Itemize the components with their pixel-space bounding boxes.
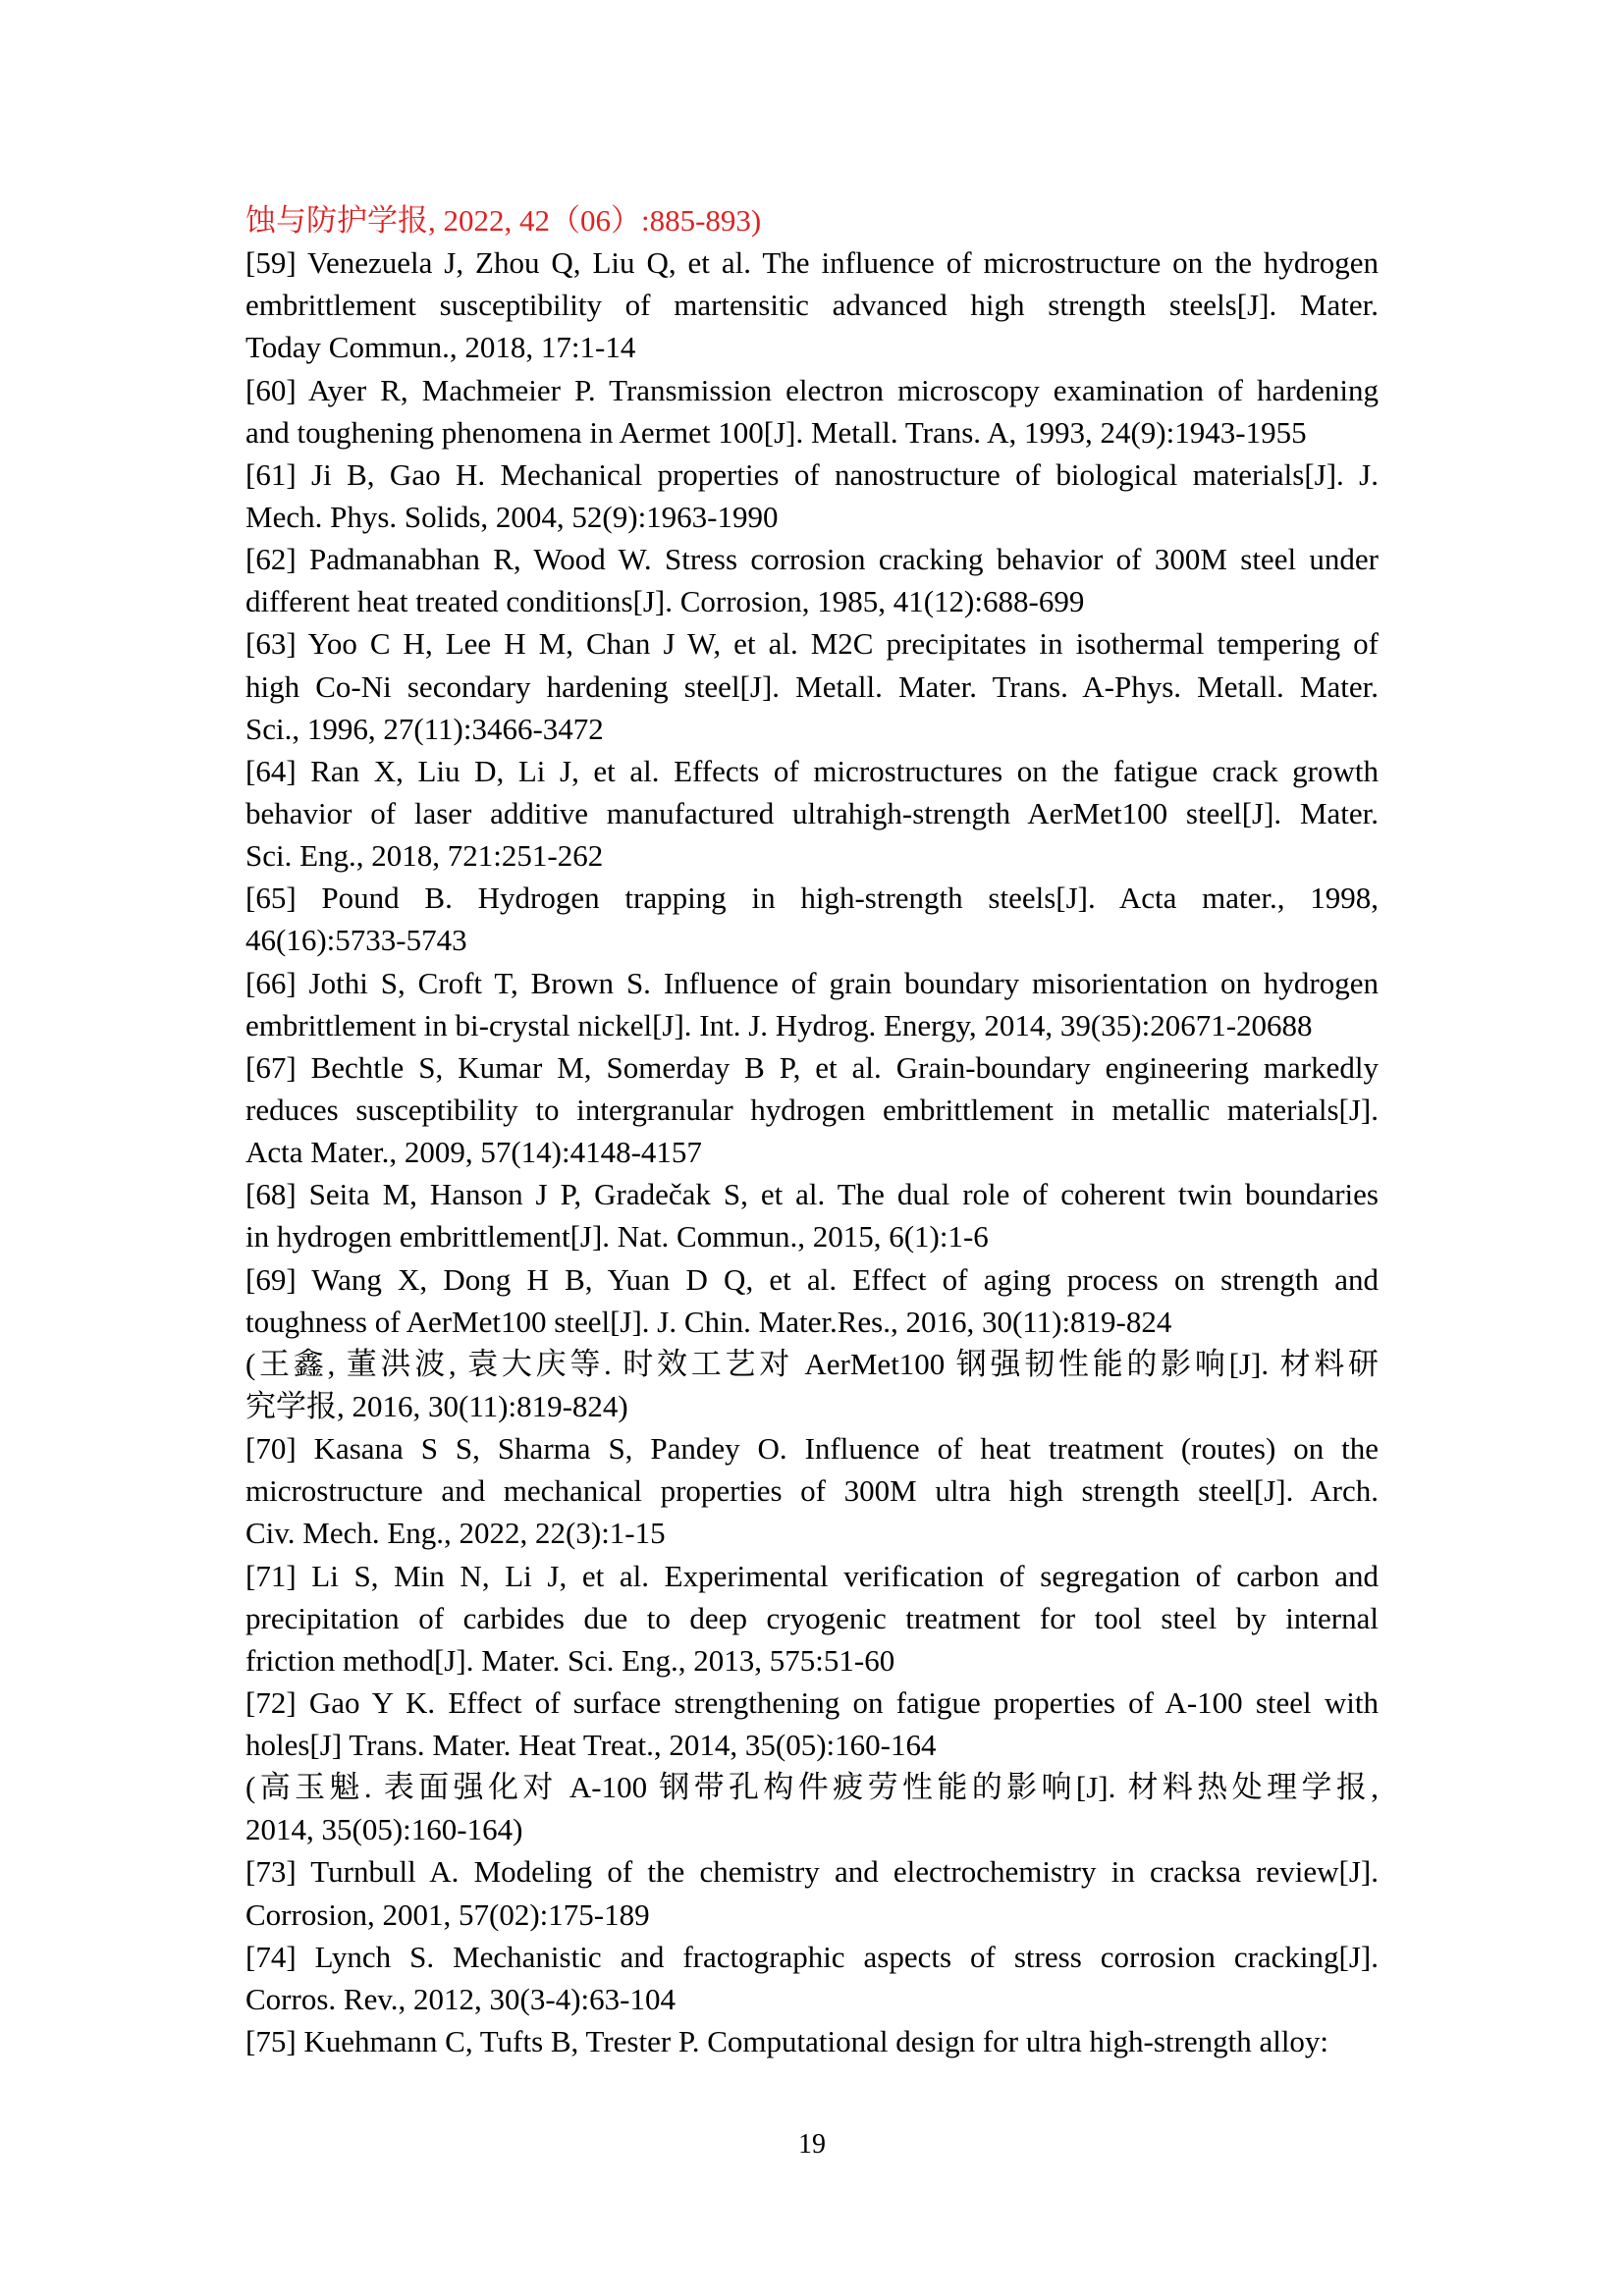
reference-line: [61] Ji B, Gao H. Mechanical properties of nanostructure of biological materials[J]. J.	[245, 456, 1379, 492]
reference-entry	[245, 962, 1379, 1046]
reference-entry	[245, 241, 1379, 368]
reference-line: [67] Bechtle S, Kumar M, Somerday B P, et al. Grain-boundary engineering markedly	[245, 1049, 1379, 1085]
reference-line: Acta Mater., 2009, 57(14):4148-4157	[245, 1135, 702, 1170]
reference-line: holes[J] Trans. Mater. Heat Treat., 2014, 35(05):160-164	[245, 1728, 937, 1763]
reference-entry	[245, 2020, 1379, 2062]
reference-line: Civ. Mech. Eng., 2022, 22(3):1-15	[245, 1516, 666, 1551]
reference-line: [66] Jothi S, Croft T, Brown S. Influence of grain boundary misorientation on hydrogen	[245, 965, 1379, 1000]
reference-entry	[245, 1046, 1379, 1173]
reference-line: [62] Padmanabhan R, Wood W. Stress corrosion cracking behavior of 300M steel under	[245, 542, 1379, 577]
reference-line: and toughening phenomena in Aermet 100[J]. Metall. Trans. A, 1993, 24(9):1943-1955	[245, 414, 1307, 450]
reference-entry	[245, 1343, 1379, 1427]
reference-line: [74] Lynch S. Mechanistic and fractographic aspects of stress corrosion cracking[J].	[245, 1939, 1379, 1974]
reference-entry	[245, 1555, 1379, 1682]
reference-entry	[245, 622, 1379, 749]
reference-line: [59] Venezuela J, Zhou Q, Liu Q, et al. The influence of microstructure on the hydrogen	[245, 245, 1379, 281]
reference-entry	[245, 369, 1379, 454]
reference-line: [70] Kasana S S, Sharma S, Pandey O. Influence of heat treatment (routes) on the	[245, 1431, 1379, 1467]
reference-line: [68] Seita M, Hanson J P, Gradečak S, et al. The dual role of coherent twin boundaries	[245, 1177, 1379, 1212]
reference-entry	[245, 750, 1379, 877]
reference-line: embrittlement in bi-crystal nickel[J]. Int. J. Hydrog. Energy, 2014, 39(35):20671-20688	[245, 1007, 1313, 1042]
reference-line: precipitation of carbides due to deep cryogenic treatment for tool steel by internal	[245, 1600, 1379, 1635]
reference-line: [63] Yoo C H, Lee H M, Chan J W, et al. M2C precipitates in isothermal tempering of	[245, 626, 1379, 662]
reference-entry	[245, 1682, 1379, 1766]
reference-line: [60] Ayer R, Machmeier P. Transmission electron microscopy examination of hardening	[245, 372, 1379, 407]
reference-line: [64] Ran X, Liu D, Li J, et al. Effects of microstructures on the fatigue crack growth	[245, 753, 1379, 788]
reference-line: behavior of laser additive manufactured ultrahigh-strength AerMet100 steel[J]. Mater.	[245, 795, 1379, 830]
reference-line: embrittlement susceptibility of martensitic advanced high strength steels[J]. Mater.	[245, 288, 1379, 323]
reference-line: high Co-Ni secondary hardening steel[J]. Metall. Mater. Trans. A-Phys. Metall. Mater.	[245, 668, 1379, 704]
reference-entry	[245, 877, 1379, 961]
reference-line: Sci., 1996, 27(11):3466-3472	[245, 711, 604, 746]
references-section	[245, 199, 1379, 2062]
reference-entry	[245, 1850, 1379, 1935]
journal-citation-continuation: 蚀与防护学报, 2022, 42（06）:885-893)	[245, 203, 762, 238]
reference-line: Mech. Phys. Solids, 2004, 52(9):1963-1990	[245, 499, 779, 534]
reference-line: (高玉魁. 表面强化对 A-100 钢带孔构件疲劳性能的影响[J]. 材料热处理学报,	[245, 1770, 1379, 1805]
reference-entry	[245, 1258, 1379, 1343]
reference-line: Corros. Rev., 2012, 30(3-4):63-104	[245, 1981, 676, 2016]
reference-line: in hydrogen embrittlement[J]. Nat. Commun., 2015, 6(1):1-6	[245, 1219, 989, 1255]
reference-line: [73] Turnbull A. Modeling of the chemistry and electrochemistry in cracksa review[J].	[245, 1854, 1379, 1890]
reference-line: Sci. Eng., 2018, 721:251-262	[245, 838, 604, 874]
reference-entry	[245, 1766, 1379, 1850]
reference-entry	[245, 538, 1379, 622]
reference-line: [75] Kuehmann C, Tufts B, Trester P. Computational design for ultra high-strength alloy:	[245, 2024, 1329, 2059]
reference-line: 46(16):5733-5743	[245, 923, 467, 958]
reference-line: different heat treated conditions[J]. Corrosion, 1985, 41(12):688-699	[245, 584, 1085, 619]
reference-entry	[245, 1173, 1379, 1257]
reference-line: [65] Pound B. Hydrogen trapping in high-strength steels[J]. Acta mater., 1998,	[245, 881, 1379, 916]
reference-line: 2014, 35(05):160-164)	[245, 1812, 523, 1847]
reference-line: reduces susceptibility to intergranular hydrogen embrittlement in metallic materials[J].	[245, 1092, 1379, 1127]
reference-line: Today Commun., 2018, 17:1-14	[245, 330, 636, 365]
references-list	[245, 241, 1379, 2062]
reference-entry	[245, 1936, 1379, 2020]
reference-entry	[245, 454, 1379, 538]
reference-entry	[245, 1427, 1379, 1554]
reference-line: (王鑫, 董洪波, 袁大庆等. 时效工艺对 AerMet100 钢强韧性能的影响[J]. 材料研	[245, 1346, 1379, 1381]
reference-line: friction method[J]. Mater. Sci. Eng., 2013, 575:51-60	[245, 1642, 895, 1678]
reference-line: [72] Gao Y K. Effect of surface strengthening on fatigue properties of A-100 steel with	[245, 1684, 1379, 1720]
reference-line: toughness of AerMet100 steel[J]. J. Chin. Mater.Res., 2016, 30(11):819-824	[245, 1304, 1172, 1339]
reference-line: [69] Wang X, Dong H B, Yuan D Q, et al. Effect of aging process on strength and	[245, 1261, 1379, 1297]
reference-line: 究学报, 2016, 30(11):819-824)	[245, 1388, 628, 1423]
reference-line: microstructure and mechanical properties of 300M ultra high strength steel[J]. Arch.	[245, 1473, 1379, 1509]
reference-line: Corrosion, 2001, 57(02):175-189	[245, 1896, 650, 1932]
page-number: 19	[798, 2129, 826, 2160]
reference-line: [71] Li S, Min N, Li J, et al. Experimental verification of segregation of carbon and	[245, 1558, 1379, 1593]
